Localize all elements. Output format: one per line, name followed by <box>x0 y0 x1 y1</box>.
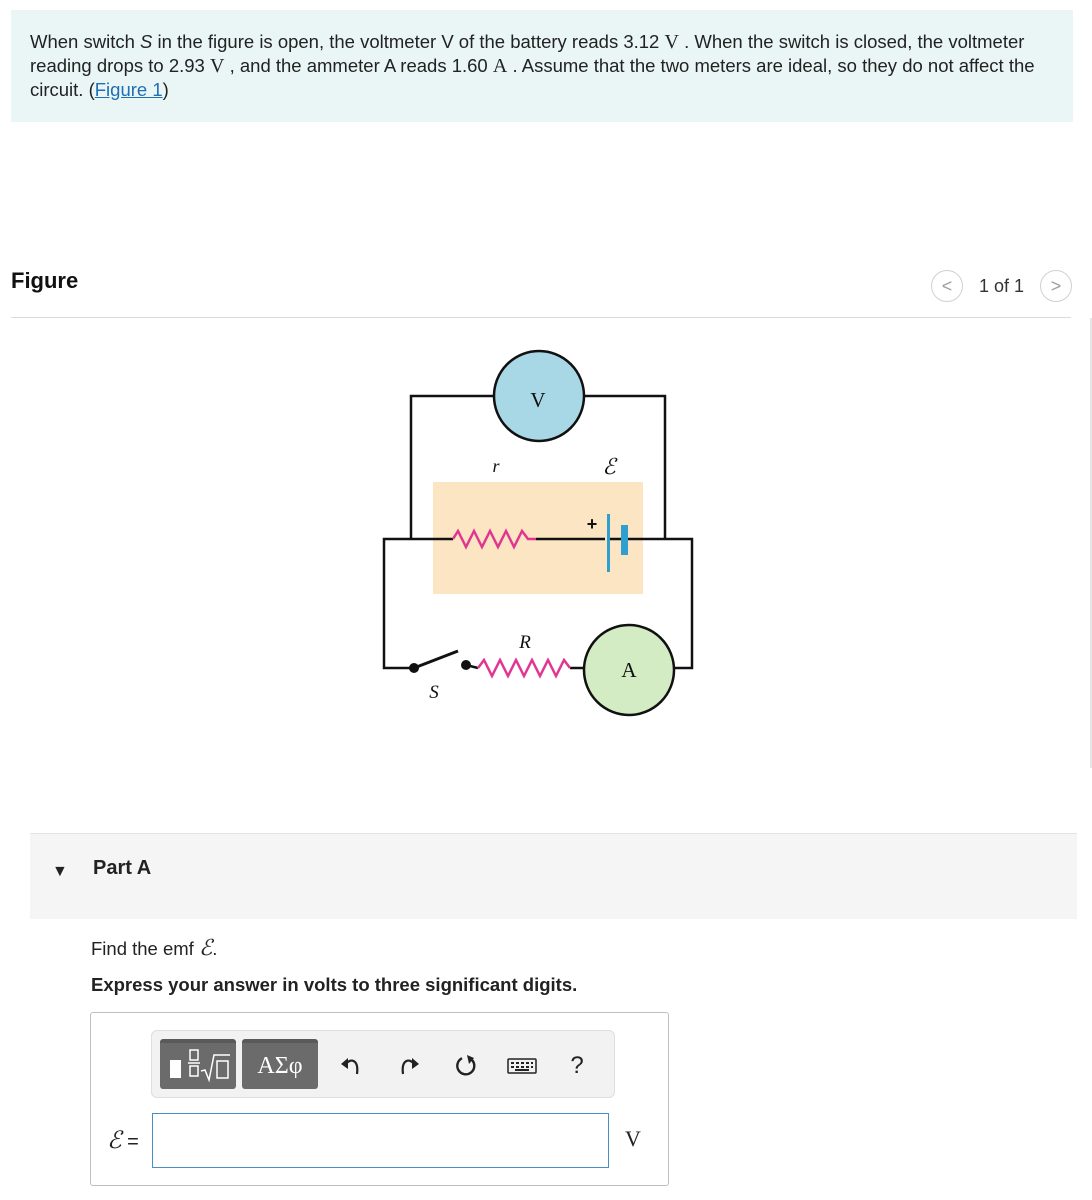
undo-button[interactable] <box>334 1049 368 1083</box>
unit-amps: A <box>492 55 508 77</box>
next-figure-button[interactable] <box>1040 270 1072 302</box>
battery-long-plate <box>607 514 610 572</box>
unit-volts-1: V <box>664 31 679 53</box>
switch-blade <box>414 651 458 668</box>
reset-button[interactable] <box>449 1049 483 1083</box>
question-prefix: Find the emf <box>91 938 199 959</box>
question-suffix: . <box>212 938 218 959</box>
problem-text-6: ) <box>162 79 169 100</box>
problem-statement <box>11 10 1073 122</box>
instruction-text: Express your answer in volts to three significant digits. <box>91 974 578 995</box>
load-resistor <box>478 660 570 676</box>
answer-symbol: ℰ <box>107 1128 122 1154</box>
ammeter-label: A <box>621 658 637 682</box>
math-toolbar <box>151 1030 615 1098</box>
figure-pager <box>931 268 1072 304</box>
problem-text-1: When switch <box>30 31 141 52</box>
battery-short-plate <box>621 525 628 555</box>
switch-symbol: S <box>140 31 153 52</box>
answer-unit: V <box>625 1126 641 1151</box>
part-a-header[interactable] <box>30 833 1077 919</box>
reset-icon <box>454 1054 478 1078</box>
answer-label <box>107 1126 139 1155</box>
undo-icon <box>340 1055 362 1077</box>
problem-text-4: , and the ammeter A reads 1.60 <box>224 55 493 76</box>
keyboard-button[interactable] <box>505 1049 539 1083</box>
question-text <box>91 935 217 961</box>
keyboard-icon <box>507 1056 537 1076</box>
emf-label: ℰ <box>602 454 616 479</box>
greek-symbols-button[interactable]: ΑΣφ <box>242 1039 318 1089</box>
resistor-label: R <box>519 632 531 653</box>
part-title: Part A <box>93 857 152 879</box>
emf-symbol: ℰ <box>198 935 213 960</box>
battery-plus-label: + <box>586 514 598 534</box>
chevron-right-icon: > <box>1050 275 1062 296</box>
problem-text-5: . Assume that the two meters are ideal, so they do not affect the circuit. ( <box>30 55 1035 100</box>
voltmeter-label: V <box>530 388 546 412</box>
answer-input[interactable] <box>152 1113 609 1168</box>
templates-button[interactable] <box>160 1039 236 1089</box>
prev-figure-button[interactable] <box>931 270 963 302</box>
collapse-caret-icon[interactable]: ▼ <box>52 863 68 880</box>
help-button[interactable]: ? <box>570 1052 584 1079</box>
figure-page-indicator: 1 of 1 <box>978 275 1024 296</box>
answer-equals: = <box>121 1131 139 1153</box>
chevron-left-icon: < <box>941 275 953 296</box>
figure-divider <box>11 317 1071 318</box>
redo-button[interactable] <box>392 1049 426 1083</box>
answer-area <box>90 1012 669 1186</box>
figure-link[interactable]: Figure 1 <box>94 79 163 100</box>
problem-text-3: . When the switch is closed, the voltmeter reading drops to 2.93 <box>30 31 1025 76</box>
internal-resistance-label: r <box>492 456 500 476</box>
unit-volts-2: V <box>210 55 225 77</box>
problem-text-2: in the figure is open, the voltmeter V of the battery reads 3.12 <box>152 31 665 52</box>
switch-label: S <box>429 682 439 703</box>
figure-title: Figure <box>11 268 79 293</box>
templates-icon <box>160 1043 236 1089</box>
redo-icon <box>398 1055 420 1077</box>
circuit-diagram <box>370 345 710 725</box>
